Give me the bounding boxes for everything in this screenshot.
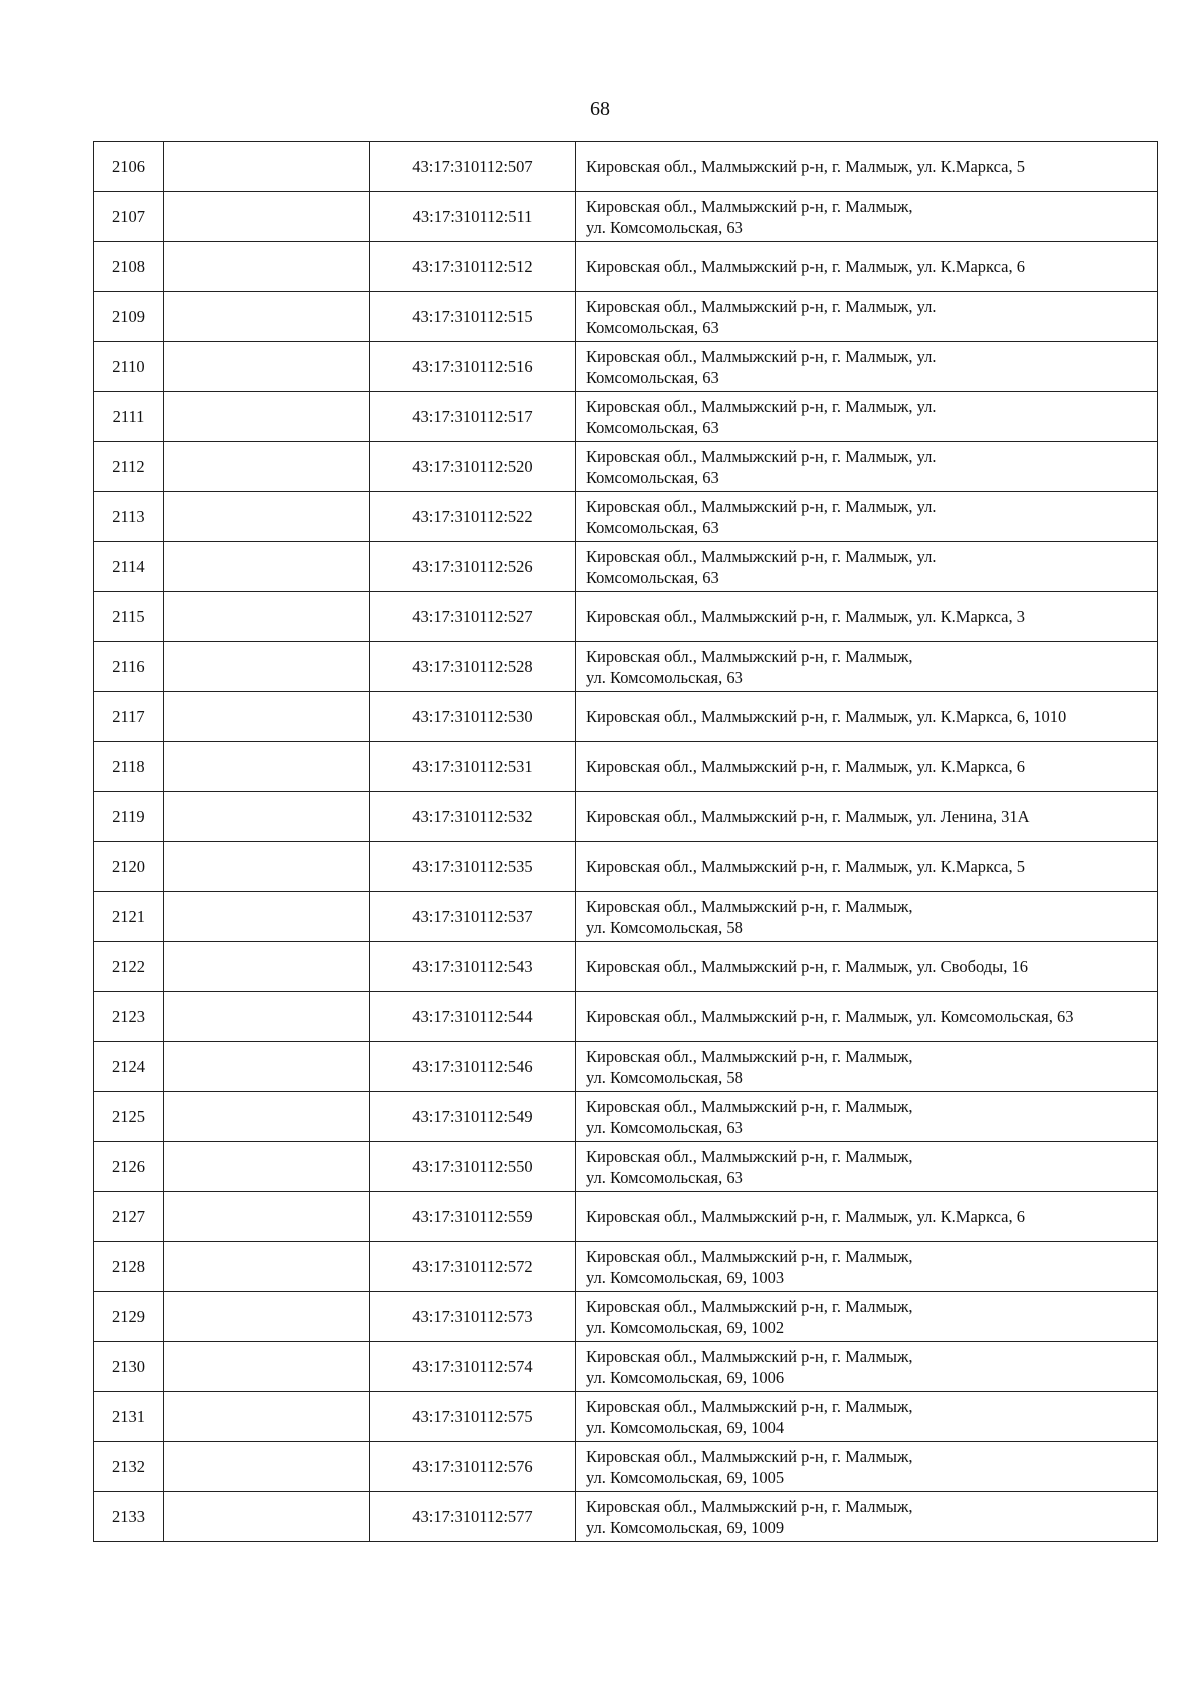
row-number-cell: 2120 [94,842,164,892]
cadastral-number-cell: 43:17:310112:576 [370,1442,576,1492]
empty-cell [164,1342,370,1392]
cadastral-number-cell: 43:17:310112:530 [370,692,576,742]
address-line: Кировская обл., Малмыжский р-н, г. Малмыж, [586,1246,913,1266]
empty-cell [164,392,370,442]
empty-cell [164,692,370,742]
cadastral-number-cell: 43:17:310112:522 [370,492,576,542]
address-line: Кировская обл., Малмыжский р-н, г. Малмыж, ул. К.Маркса, 6, 1010 [586,707,1067,726]
empty-cell [164,1292,370,1342]
address-line: Комсомольская, 63 [586,567,719,587]
empty-cell [164,142,370,192]
cadastral-number-cell: 43:17:310112:575 [370,1392,576,1442]
row-number-cell: 2132 [94,1442,164,1492]
address-cell [576,442,1158,492]
cadastral-number-cell: 43:17:310112:543 [370,942,576,992]
address-cell [576,142,1158,192]
address-line: Кировская обл., Малмыжский р-н, г. Малмыж, ул. Комсомольская, 63 [586,1007,1074,1026]
address-cell [576,342,1158,392]
table-row [94,792,1158,842]
empty-cell [164,1392,370,1442]
address-cell [576,1442,1158,1492]
table-row [94,142,1158,192]
cadastral-number-cell: 43:17:310112:507 [370,142,576,192]
address-line: Кировская обл., Малмыжский р-н, г. Малмыж, ул. К.Маркса, 6 [586,1207,1025,1226]
cadastral-number-cell: 43:17:310112:573 [370,1292,576,1342]
address-line: Кировская обл., Малмыжский р-н, г. Малмыж, [586,1496,913,1516]
address-line: Кировская обл., Малмыжский р-н, г. Малмыж, [586,646,913,666]
empty-cell [164,942,370,992]
address-line: Кировская обл., Малмыжский р-н, г. Малмыж, [586,1046,913,1066]
empty-cell [164,192,370,242]
cadastral-number-cell: 43:17:310112:532 [370,792,576,842]
address-cell [576,1042,1158,1092]
address-line: Кировская обл., Малмыжский р-н, г. Малмыж, ул. К.Маркса, 6 [586,257,1025,276]
empty-cell [164,1042,370,1092]
row-number-cell: 2130 [94,1342,164,1392]
table-row [94,542,1158,592]
address-line: Кировская обл., Малмыжский р-н, г. Малмыж, ул. К.Маркса, 5 [586,157,1025,176]
address-line: ул. Комсомольская, 69, 1002 [586,1317,785,1337]
table-row [94,942,1158,992]
table-row [94,742,1158,792]
cadastral-number-cell: 43:17:310112:516 [370,342,576,392]
address-line: ул. Комсомольская, 69, 1009 [586,1517,785,1537]
address-cell [576,392,1158,442]
row-number-cell: 2129 [94,1292,164,1342]
cadastral-number-cell: 43:17:310112:517 [370,392,576,442]
address-line: Кировская обл., Малмыжский р-н, г. Малмыж, [586,1446,913,1466]
table-row [94,1192,1158,1242]
table-row [94,242,1158,292]
row-number-cell: 2121 [94,892,164,942]
address-line: Кировская обл., Малмыжский р-н, г. Малмыж, ул. К.Маркса, 3 [586,607,1025,626]
row-number-cell: 2115 [94,592,164,642]
empty-cell [164,242,370,292]
table-row [94,592,1158,642]
row-number-cell: 2125 [94,1092,164,1142]
address-line: ул. Комсомольская, 69, 1004 [586,1417,785,1437]
empty-cell [164,1442,370,1492]
address-cell [576,1342,1158,1392]
empty-cell [164,1492,370,1542]
address-line: ул. Комсомольская, 69, 1003 [586,1267,785,1287]
table-row [94,1492,1158,1542]
cadastral-number-cell: 43:17:310112:577 [370,1492,576,1542]
table-row [94,1042,1158,1092]
empty-cell [164,1092,370,1142]
address-cell [576,1142,1158,1192]
cadastral-number-cell: 43:17:310112:572 [370,1242,576,1292]
cadastral-number-cell: 43:17:310112:520 [370,442,576,492]
address-cell [576,992,1158,1042]
address-line: Кировская обл., Малмыжский р-н, г. Малмыж, [586,1296,913,1316]
empty-cell [164,342,370,392]
cadastral-number-cell: 43:17:310112:546 [370,1042,576,1092]
address-line: Кировская обл., Малмыжский р-н, г. Малмыж, [586,1346,913,1366]
row-number-cell: 2106 [94,142,164,192]
address-cell [576,1292,1158,1342]
address-cell [576,1242,1158,1292]
empty-cell [164,442,370,492]
address-line: Кировская обл., Малмыжский р-н, г. Малмыж, ул. [586,396,937,416]
row-number-cell: 2116 [94,642,164,692]
cadastral-number-cell: 43:17:310112:511 [370,192,576,242]
cadastral-number-cell: 43:17:310112:559 [370,1192,576,1242]
address-cell [576,692,1158,742]
address-line: Кировская обл., Малмыжский р-н, г. Малмыж, [586,896,913,916]
row-number-cell: 2113 [94,492,164,542]
address-line: Комсомольская, 63 [586,417,719,437]
address-line: Кировская обл., Малмыжский р-н, г. Малмыж, ул. [586,296,937,316]
address-line: Кировская обл., Малмыжский р-н, г. Малмыж, [586,1396,913,1416]
address-cell [576,1092,1158,1142]
table-row [94,1342,1158,1392]
table-row [94,192,1158,242]
row-number-cell: 2114 [94,542,164,592]
address-line: Кировская обл., Малмыжский р-н, г. Малмыж, ул. К.Маркса, 6 [586,757,1025,776]
address-line: Кировская обл., Малмыжский р-н, г. Малмыж, ул. [586,496,937,516]
row-number-cell: 2127 [94,1192,164,1242]
row-number-cell: 2126 [94,1142,164,1192]
row-number-cell: 2107 [94,192,164,242]
address-line: Кировская обл., Малмыжский р-н, г. Малмыж, [586,196,913,216]
address-cell [576,492,1158,542]
table-row [94,642,1158,692]
empty-cell [164,1192,370,1242]
address-line: Кировская обл., Малмыжский р-н, г. Малмыж, ул. Свободы, 16 [586,957,1029,976]
table-row [94,1392,1158,1442]
row-number-cell: 2108 [94,242,164,292]
empty-cell [164,842,370,892]
address-line: Комсомольская, 63 [586,317,719,337]
table-row [94,842,1158,892]
table-row [94,492,1158,542]
cadastral-number-cell: 43:17:310112:512 [370,242,576,292]
address-cell [576,542,1158,592]
table-row [94,1442,1158,1492]
address-cell [576,892,1158,942]
address-line: Кировская обл., Малмыжский р-н, г. Малмыж, ул. [586,346,937,366]
cadastral-number-cell: 43:17:310112:544 [370,992,576,1042]
empty-cell [164,292,370,342]
cadastral-number-cell: 43:17:310112:515 [370,292,576,342]
cadastral-number-cell: 43:17:310112:549 [370,1092,576,1142]
table-row [94,442,1158,492]
cadastral-number-cell: 43:17:310112:550 [370,1142,576,1192]
row-number-cell: 2119 [94,792,164,842]
address-line: ул. Комсомольская, 63 [586,1167,743,1187]
empty-cell [164,892,370,942]
row-number-cell: 2133 [94,1492,164,1542]
empty-cell [164,792,370,842]
empty-cell [164,492,370,542]
row-number-cell: 2124 [94,1042,164,1092]
address-cell [576,592,1158,642]
address-line: ул. Комсомольская, 63 [586,1117,743,1137]
address-line: Кировская обл., Малмыжский р-н, г. Малмыж, ул. К.Маркса, 5 [586,857,1025,876]
address-line: Комсомольская, 63 [586,367,719,387]
row-number-cell: 2122 [94,942,164,992]
row-number-cell: 2128 [94,1242,164,1292]
row-number-cell: 2123 [94,992,164,1042]
address-line: Кировская обл., Малмыжский р-н, г. Малмыж, ул. [586,546,937,566]
address-line: Кировская обл., Малмыжский р-н, г. Малмыж, [586,1146,913,1166]
table-row [94,1292,1158,1342]
empty-cell [164,542,370,592]
row-number-cell: 2117 [94,692,164,742]
table-body [94,142,1158,1542]
row-number-cell: 2131 [94,1392,164,1442]
address-cell [576,292,1158,342]
address-cell [576,742,1158,792]
row-number-cell: 2110 [94,342,164,392]
address-line: Кировская обл., Малмыжский р-н, г. Малмыж, [586,1096,913,1116]
cadastral-number-cell: 43:17:310112:526 [370,542,576,592]
cadastral-number-cell: 43:17:310112:574 [370,1342,576,1392]
page-number: 68 [590,98,610,120]
empty-cell [164,592,370,642]
row-number-cell: 2118 [94,742,164,792]
address-cell [576,1492,1158,1542]
address-line: Кировская обл., Малмыжский р-н, г. Малмыж, ул. [586,446,937,466]
address-cell [576,942,1158,992]
table-row [94,292,1158,342]
address-cell [576,242,1158,292]
table-row [94,392,1158,442]
address-line: ул. Комсомольская, 63 [586,667,743,687]
address-line: ул. Комсомольская, 58 [586,917,743,937]
address-cell [576,1192,1158,1242]
address-cell [576,842,1158,892]
row-number-cell: 2109 [94,292,164,342]
cadastral-number-cell: 43:17:310112:531 [370,742,576,792]
row-number-cell: 2112 [94,442,164,492]
cadastral-number-cell: 43:17:310112:537 [370,892,576,942]
cadastral-number-cell: 43:17:310112:527 [370,592,576,642]
address-line: Комсомольская, 63 [586,467,719,487]
empty-cell [164,642,370,692]
cadastral-number-cell: 43:17:310112:528 [370,642,576,692]
address-line: ул. Комсомольская, 63 [586,217,743,237]
table-row [94,1142,1158,1192]
row-number-cell: 2111 [94,392,164,442]
cadastral-number-cell: 43:17:310112:535 [370,842,576,892]
address-cell [576,642,1158,692]
address-line: Кировская обл., Малмыжский р-н, г. Малмыж, ул. Ленина, 31А [586,807,1030,826]
address-line: ул. Комсомольская, 58 [586,1067,743,1087]
table-row [94,342,1158,392]
address-line: Комсомольская, 63 [586,517,719,537]
property-registry-table [93,141,1158,1542]
empty-cell [164,742,370,792]
table-row [94,892,1158,942]
table-row [94,1092,1158,1142]
table-row [94,1242,1158,1292]
address-line: ул. Комсомольская, 69, 1006 [586,1367,785,1387]
empty-cell [164,992,370,1042]
address-cell [576,192,1158,242]
address-cell [576,1392,1158,1442]
address-cell [576,792,1158,842]
table-row [94,992,1158,1042]
empty-cell [164,1242,370,1292]
table-row [94,692,1158,742]
empty-cell [164,1142,370,1192]
address-line: ул. Комсомольская, 69, 1005 [586,1467,785,1487]
